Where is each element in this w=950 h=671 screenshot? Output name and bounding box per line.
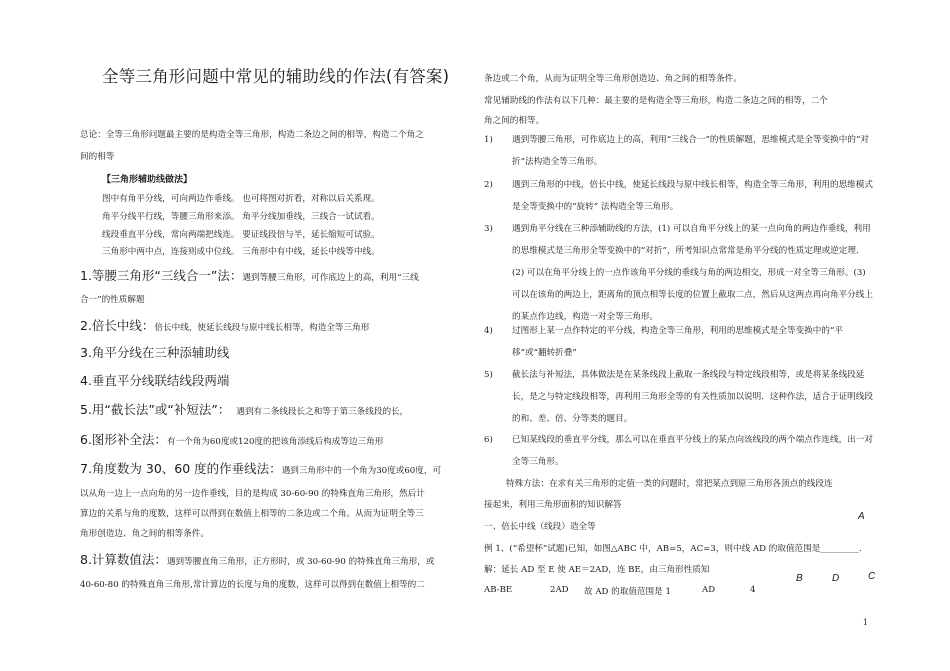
method-8-title: 8.计算数值法： <box>80 552 167 567</box>
item-number: 1) <box>484 135 493 145</box>
intro-line-2: 角之间的相等。 <box>484 116 545 126</box>
method-1-cont: 合一”的性质解题 <box>80 295 145 305</box>
method-7-cont: 角形创造边、角之间的相等条件。 <box>80 529 209 539</box>
rhyme-line: 角平分线平行线，等腰三角形来添。 角平分线加垂线，三线合一试试看。 <box>102 212 380 222</box>
item-number: 4) <box>484 326 493 336</box>
inequality-part: 4 <box>750 585 756 595</box>
method-7-cont: 算边的关系与角的度数，这样可以得到在数值上相等的二条边或二个角。从而为证明全等三 <box>80 509 424 519</box>
item-number: 3) <box>484 224 493 234</box>
item-text: 已知某线段的垂直平分线，那么可以在垂直平分线上的某点向该线段的两个端点作连线，出一对全等三角形。 <box>512 435 873 467</box>
item-number: 2) <box>484 180 493 190</box>
figure-label-c: C <box>868 571 876 582</box>
method-7-cont: 以从角一边上一点向角的另一边作垂线，目的是构成 30-60-90 的特殊直角三角形，然后计 <box>80 489 425 499</box>
item-text: 遇到三角形的中线，倍长中线，使延长线段与原中线长相等，构造全等三角形，利用的思维模式是全等变换中的“旋转” 法构造全等三角形。 <box>512 180 873 212</box>
method-6-title: 6.图形补全法： <box>80 432 167 447</box>
method-5-title: 5.用“截长法”或“补短法”： <box>80 402 231 417</box>
item-text: 遇到角平分线在三种添辅助线的方法，(1) 可以自角平分线上的某一点向角的两边作垂线，利用的思维模式是三角形全等变换中的“对折”，所考知识点常常是角平分线的性质定理或逆定理．(2) 可以在角平分线上的一点作该角平分线的垂线与角的两边相交，形成一对全等三角形。(3) 可以在该角的两边上，距离角的顶点相等长度的位置上截取二点，然后从这两点再向角平分线上的某点作边线，构造一对全等三角形。 <box>512 224 873 322</box>
method-6-text: 有一个角为60度或120度的把该角添线后构成等边三角形 <box>166 437 384 447</box>
method-5-text: 遇到有二条线段长之和等于第三条线段的长， <box>236 407 409 417</box>
rhyme-line: 三角形中两中点，连接则成中位线。 三角形中有中线，延长中线等中线。 <box>102 247 380 257</box>
method-8-text: 遇到等腰直角三角形，正方形时，或 30-60-90 的特殊直角三角形，或 <box>166 557 435 567</box>
example-1: 例 1、(“希望杯”试题)已知，如图△ABC 中，AB=5，AC=3，则中线 AD 的取值范围是_________. <box>484 544 862 554</box>
item-number: 6) <box>484 435 493 445</box>
method-5 <box>80 400 408 418</box>
figure-label-d: D <box>832 573 840 584</box>
method-8 <box>80 550 434 568</box>
document-title: 全等三角形问题中常见的辅助线的作法(有答案) <box>102 67 450 86</box>
method-7 <box>80 459 441 477</box>
method-6 <box>80 430 383 448</box>
inequality-part: 故 AD 的取值范围是 1 <box>584 587 671 597</box>
method-8-cont: 40-60-80 的特殊直角三角形,常计算边的长度与角的度数，这样可以得到在数值上相等的二 <box>80 580 425 590</box>
continued-line: 条边或二个角，从而为证明全等三角形创造边、角之间的相等条件。 <box>484 74 742 84</box>
method-1 <box>80 266 419 284</box>
section-1-heading: 一、倍长中线（线段）造全等 <box>484 522 596 532</box>
method-7-title: 7.角度数为 30、60 度的作垂线法： <box>80 461 282 476</box>
item-text: 遇到等腰三角形，可作底边上的高，利用“三线合一”的性质解题，思维模式是全等变换中的“对折”法构造全等三角形。 <box>512 135 869 167</box>
summary-line-1: 总论：全等三角形问题最主要的是构造全等三角形，构造二条边之间的相等，构造二个角之 <box>80 130 424 140</box>
intro-line-1: 常见辅助线的作法有以下几种：最主要的是构造全等三角形，构造二条边之间的相等，二个 <box>484 96 828 106</box>
method-4-title: 4.垂直平分线联结线段两端 <box>80 373 230 388</box>
inequality-part: 2AD <box>550 585 569 595</box>
method-2-title: 2.倍长中线： <box>80 318 155 333</box>
rhyme-line: 线段垂直平分线，常向两端把线连。 要证线段倍与半，延长缩短可试验。 <box>102 230 380 240</box>
figure-label-a: A <box>858 511 865 522</box>
method-7-text: 遇到三角形中的一个角为30度或60度，可 <box>281 466 442 476</box>
method-2-text: 倍长中线，使延长线段与原中线长相等，构造全等三角形 <box>154 323 370 333</box>
inequality-part: AD <box>702 585 716 595</box>
method-2 <box>80 316 369 334</box>
item-text: 截长法与补短法，具体做法是在某条线段上截取一条线段与特定线段相等，或是将某条线段延长，是之与特定线段相等，再利用三角形全等的有关性质加以说明．这种作法，适合于证明线段的和、差、倍、分等类的题目。 <box>512 370 873 424</box>
solution-line: 解：延长 AD 至 E 使 AE＝2AD，连 BE，由三角形性质知 <box>484 565 710 575</box>
page-number: 1 <box>862 618 868 627</box>
item-text: 过图形上某一点作特定的平分线，构造全等三角形，利用的思维模式是全等变换中的“平移”或“翻转折叠” <box>512 326 843 358</box>
figure-label-b: B <box>796 573 803 584</box>
inequality-part: AB-BE <box>484 585 513 595</box>
rhyme-line: 图中有角平分线，可向两边作垂线。 也可将图对折看，对称以后关系现。 <box>102 194 380 204</box>
summary-line-2: 间的相等 <box>80 152 115 162</box>
method-1-text: 遇到等腰三角形，可作底边上的高，利用“三线 <box>242 273 419 283</box>
special-method-line-1: 特殊方法：在求有关三角形的定值一类的问题时，常把某点到原三角形各顶点的线段连 <box>506 479 833 489</box>
section-heading: 【三角形辅助线做法】 <box>102 175 193 185</box>
method-3-title: 3.角平分线在三种添辅助线 <box>80 345 230 360</box>
item-number: 5) <box>484 370 493 380</box>
special-method-line-2: 接起来，利用三角形面积的知识解答 <box>484 500 622 510</box>
method-1-title: 1.等腰三角形“三线合一”法： <box>80 268 243 283</box>
